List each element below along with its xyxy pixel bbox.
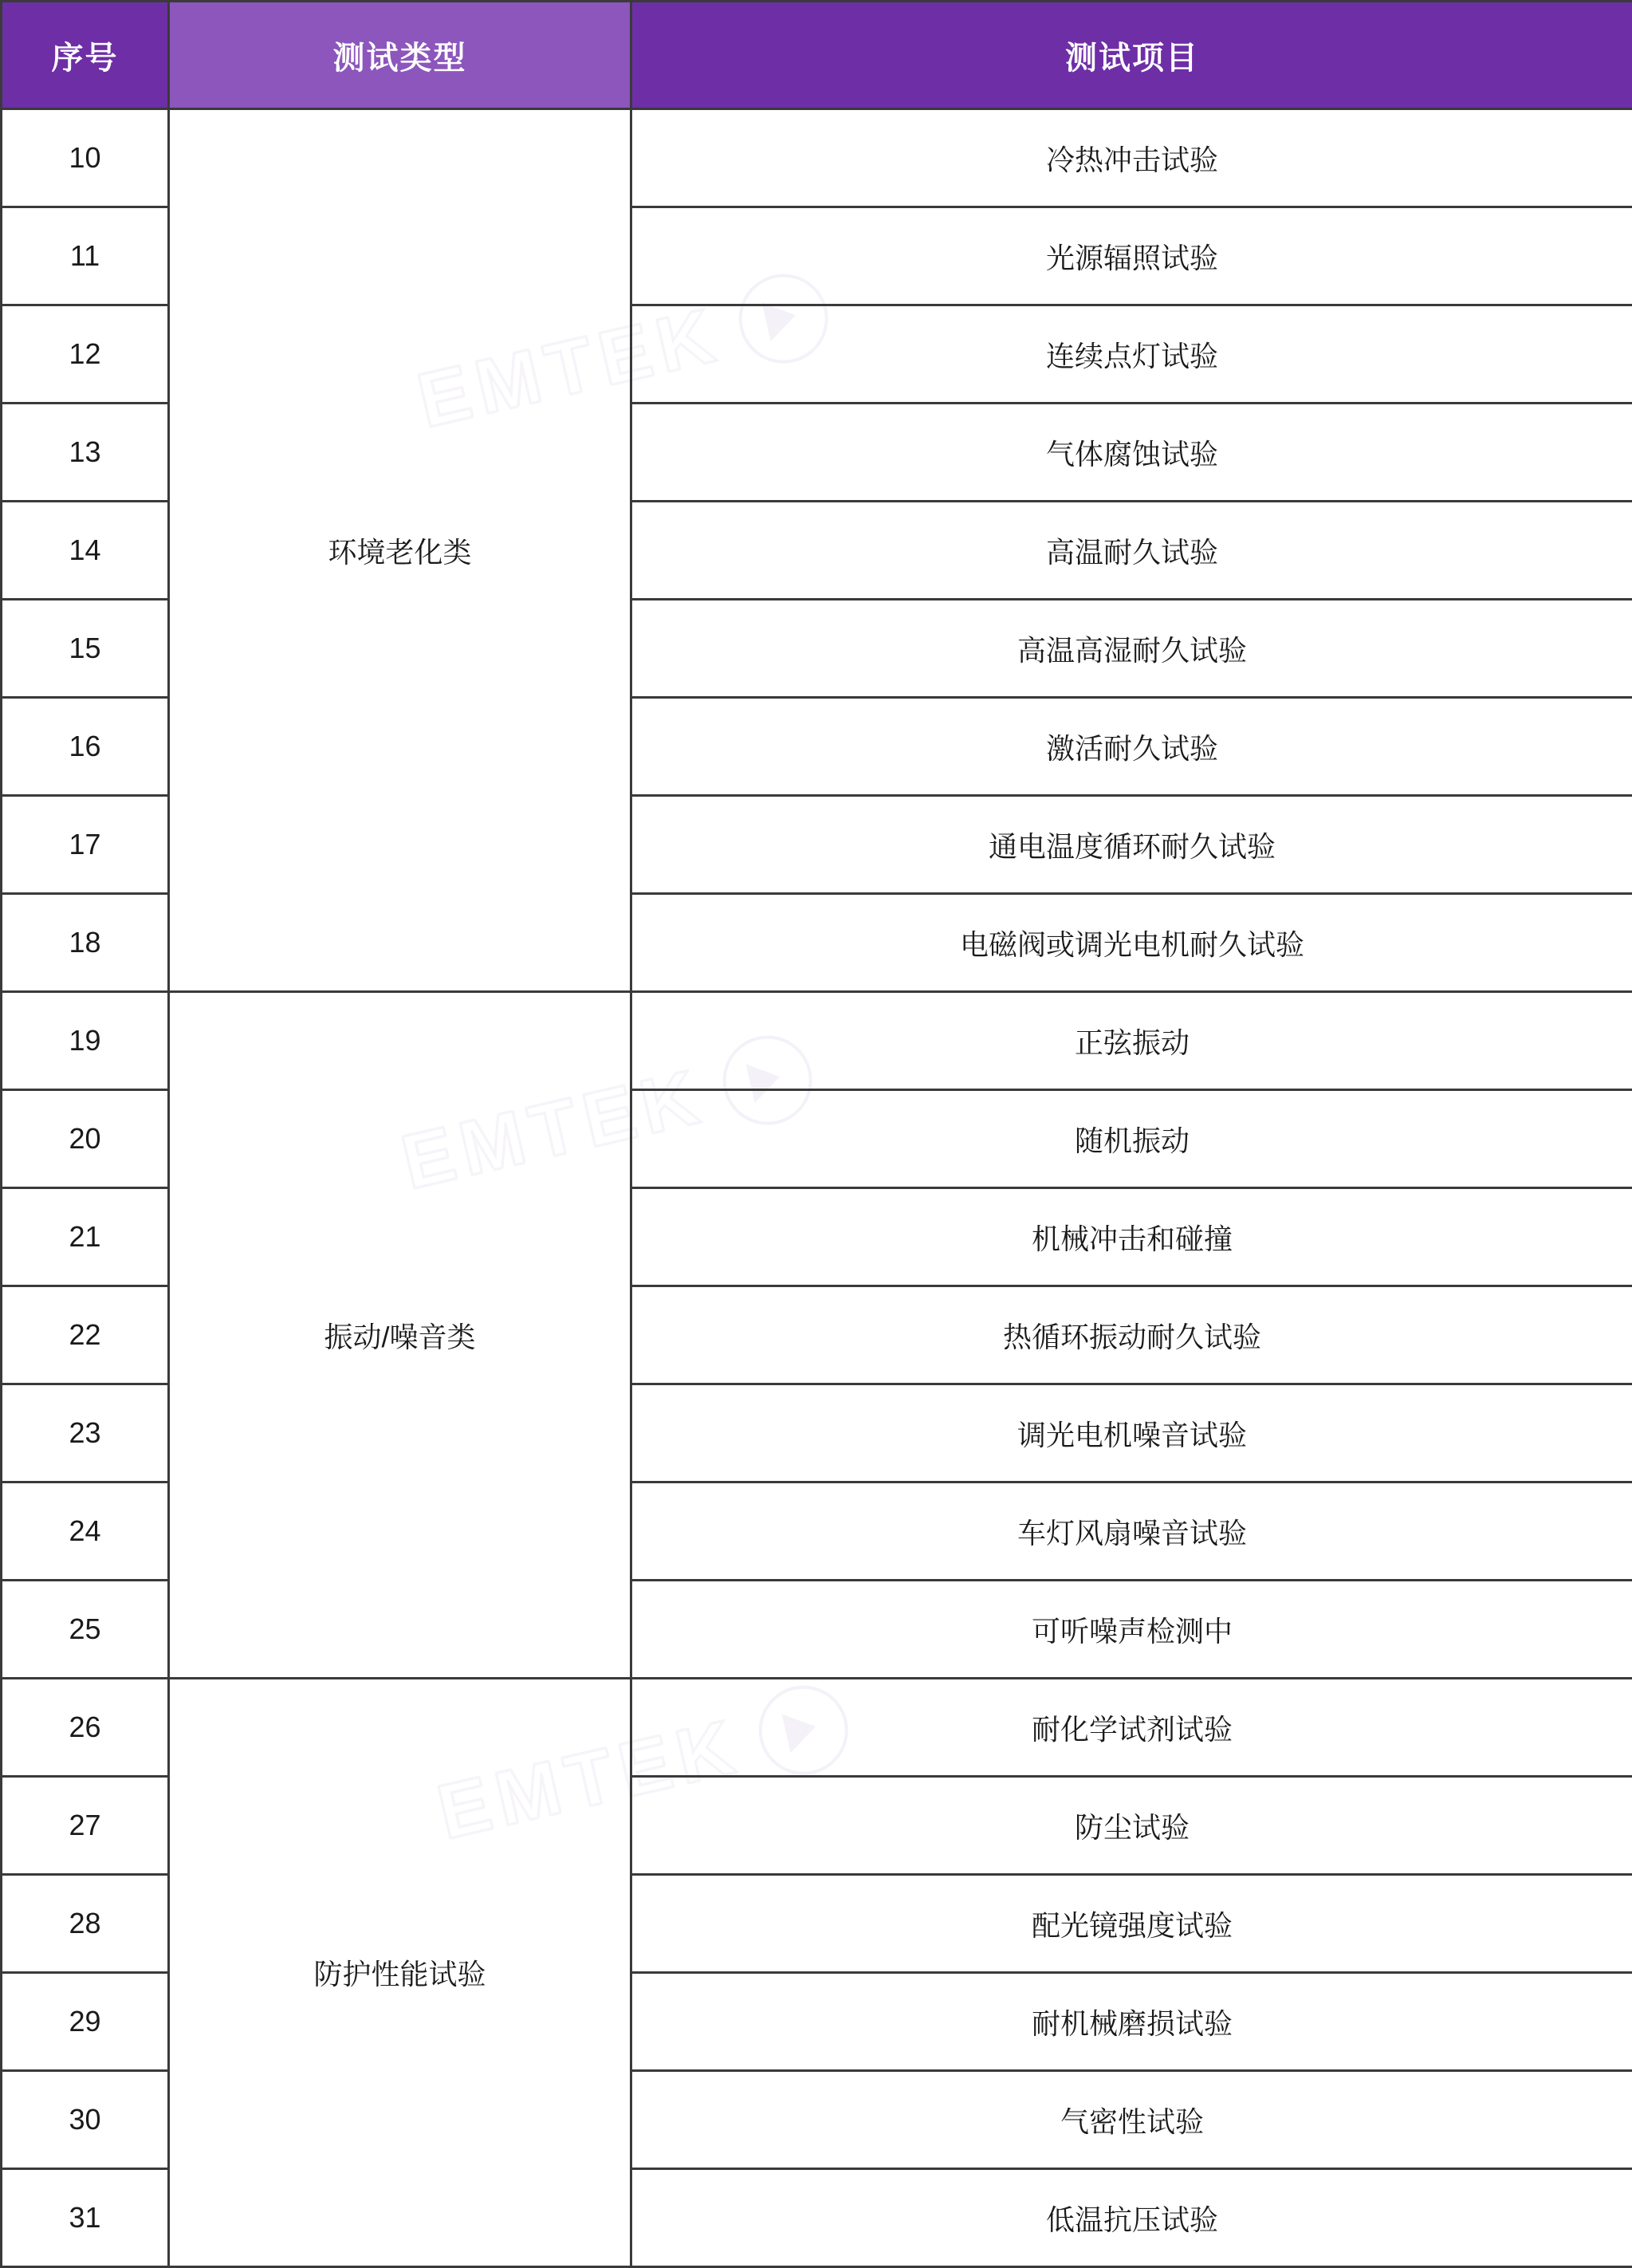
cell-test-item: 气体腐蚀试验 bbox=[631, 404, 1632, 502]
table-row bbox=[2, 992, 1632, 1090]
cell-test-item: 光源辐照试验 bbox=[631, 207, 1632, 305]
cell-test-item: 防尘试验 bbox=[631, 1777, 1632, 1875]
cell-test-item: 调光电机噪音试验 bbox=[631, 1384, 1632, 1482]
cell-sequence-number: 23 bbox=[2, 1384, 169, 1482]
cell-test-type: 防护性能试验 bbox=[169, 1679, 631, 2267]
column-header-type: 测试类型 bbox=[169, 2, 631, 109]
cell-sequence-number: 24 bbox=[2, 1482, 169, 1581]
cell-sequence-number: 17 bbox=[2, 796, 169, 894]
cell-test-item: 电磁阀或调光电机耐久试验 bbox=[631, 894, 1632, 992]
cell-sequence-number: 27 bbox=[2, 1777, 169, 1875]
cell-test-item: 热循环振动耐久试验 bbox=[631, 1286, 1632, 1384]
cell-sequence-number: 22 bbox=[2, 1286, 169, 1384]
cell-sequence-number: 15 bbox=[2, 600, 169, 698]
watermark-text: EMTEK bbox=[430, 1703, 749, 1857]
column-header-item: 测试项目 bbox=[631, 2, 1632, 109]
cell-test-item: 冷热冲击试验 bbox=[631, 109, 1632, 207]
cell-test-item: 高温耐久试验 bbox=[631, 502, 1632, 600]
cell-test-item: 连续点灯试验 bbox=[631, 305, 1632, 404]
cell-test-item: 耐化学试剂试验 bbox=[631, 1679, 1632, 1777]
cell-test-item: 耐机械磨损试验 bbox=[631, 1973, 1632, 2071]
cell-test-type: 振动/噪音类 bbox=[169, 992, 631, 1679]
cell-sequence-number: 21 bbox=[2, 1188, 169, 1286]
cell-test-type: 环境老化类 bbox=[169, 109, 631, 992]
cell-sequence-number: 25 bbox=[2, 1581, 169, 1679]
column-header-no: 序号 bbox=[2, 2, 169, 109]
cell-test-item: 车灯风扇噪音试验 bbox=[631, 1482, 1632, 1581]
cell-test-item: 配光镜强度试验 bbox=[631, 1875, 1632, 1973]
table-header bbox=[2, 2, 1632, 109]
cell-sequence-number: 10 bbox=[2, 109, 169, 207]
cell-sequence-number: 14 bbox=[2, 502, 169, 600]
table-body bbox=[2, 109, 1632, 2267]
cell-sequence-number: 29 bbox=[2, 1973, 169, 2071]
cell-test-item: 随机振动 bbox=[631, 1090, 1632, 1188]
cell-test-item: 激活耐久试验 bbox=[631, 698, 1632, 796]
table-header-row bbox=[2, 2, 1632, 109]
cell-sequence-number: 13 bbox=[2, 404, 169, 502]
cell-sequence-number: 26 bbox=[2, 1679, 169, 1777]
table-row bbox=[2, 1679, 1632, 1777]
cell-sequence-number: 11 bbox=[2, 207, 169, 305]
cell-test-item: 高温高湿耐久试验 bbox=[631, 600, 1632, 698]
cell-sequence-number: 19 bbox=[2, 992, 169, 1090]
cell-test-item: 机械冲击和碰撞 bbox=[631, 1188, 1632, 1286]
cell-test-item: 可听噪声检测中 bbox=[631, 1581, 1632, 1679]
cell-test-item: 正弦振动 bbox=[631, 992, 1632, 1090]
cell-test-item: 气密性试验 bbox=[631, 2071, 1632, 2169]
cell-sequence-number: 28 bbox=[2, 1875, 169, 1973]
cell-test-item: 低温抗压试验 bbox=[631, 2169, 1632, 2267]
table-row bbox=[2, 109, 1632, 207]
watermark-text: EMTEK bbox=[394, 1053, 714, 1207]
cell-sequence-number: 12 bbox=[2, 305, 169, 404]
watermark-text: EMTEK bbox=[410, 291, 729, 446]
cell-sequence-number: 30 bbox=[2, 2071, 169, 2169]
cell-sequence-number: 20 bbox=[2, 1090, 169, 1188]
cell-sequence-number: 16 bbox=[2, 698, 169, 796]
cell-test-item: 通电温度循环耐久试验 bbox=[631, 796, 1632, 894]
cell-sequence-number: 31 bbox=[2, 2169, 169, 2267]
cell-sequence-number: 18 bbox=[2, 894, 169, 992]
